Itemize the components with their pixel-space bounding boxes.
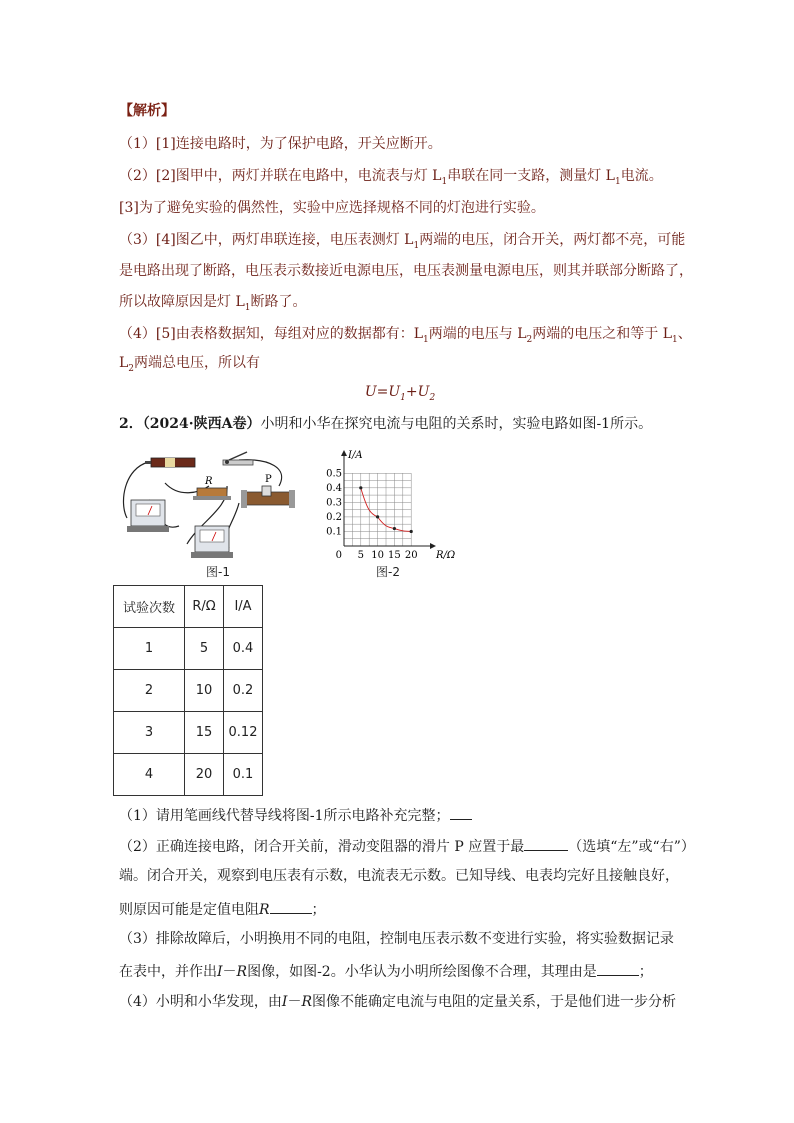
analysis-line-8: $L_2$两端总电压，所以有 <box>119 355 261 374</box>
voltage-formula: $U=U_1+U_2$ <box>364 384 436 403</box>
svg-text:R: R <box>205 476 213 487</box>
table-cell: 3 <box>114 712 185 754</box>
ammeter-icon <box>127 500 169 532</box>
table-cell: 0.2 <box>224 670 263 712</box>
analysis-line-4: （3）[4]图乙中，两灯串联连接，电压表测灯 $L_1$两端的电压，闭合开关，两灯都不亮，可能 <box>119 232 686 251</box>
question-2-part-4: （4）小明和小华发现，由I－R图像不能确定电流与电阻的定量关系，于是他们进一步分析 <box>119 994 676 1010</box>
table-cell: 0.4 <box>224 628 263 670</box>
fixed-resistor <box>193 476 231 500</box>
figure-1-caption: 图-1 <box>206 565 230 579</box>
table-header-cell: I/A <box>224 586 263 628</box>
table-cell: 0.12 <box>224 712 263 754</box>
question-2-part-2-cont: 端。闭合开关，观察到电压表有示数，电流表无示数。已知导线、电表均完好且接触良好， <box>119 868 679 884</box>
circuit-figure <box>119 448 304 563</box>
y-tick-label: 0.2 <box>326 511 342 523</box>
analysis-line-5: 是电路出现了断路，电压表示数接近电源电压，电压表测量电源电压，则其并联部分断路了， <box>119 263 693 279</box>
table-cell: 0.1 <box>224 754 263 796</box>
answer-blank[interactable] <box>524 836 568 851</box>
data-point <box>410 530 413 533</box>
data-point <box>359 486 362 489</box>
data-point <box>376 515 379 518</box>
data-point <box>393 527 396 530</box>
table-row <box>114 754 263 796</box>
question-2-stem: 2．（2024·陕西A卷）小明和小华在探究电流与电阻的关系时，实验电路如图-1所示。 <box>119 416 653 432</box>
question-2-part-1: （1）请用笔画线代替导线将图-1所示电路补充完整； <box>119 805 472 825</box>
table-row <box>114 670 263 712</box>
analysis-line-7: （4）[5]由表格数据知，每组对应的数据都有：$L_1$两端的电压与 $L_2$两端的电压之和等于 $L_1$、 <box>119 326 692 345</box>
analysis-line-6: 所以故障原因是灯 $L_1$断路了。 <box>119 294 307 313</box>
answer-blank[interactable] <box>270 899 312 914</box>
y-tick-label: 0.4 <box>326 482 342 494</box>
switch-icon <box>223 452 253 465</box>
question-2-part-3: （3）排除故障后，小明换用不同的电阻，控制电压表示数不变进行实验，将实验数据记录 <box>119 931 674 947</box>
x-tick-label: 5 <box>357 550 364 561</box>
x-axis-arrow <box>430 543 436 549</box>
table-cell: 2 <box>114 670 185 712</box>
data-table <box>113 585 263 796</box>
i-r-chart <box>318 448 468 563</box>
voltmeter-icon <box>191 526 233 558</box>
section-heading: 【解析】 <box>119 103 175 119</box>
table-row <box>114 628 263 670</box>
figure-2-caption: 图-2 <box>376 565 400 579</box>
y-axis-arrow <box>341 450 347 456</box>
sliding-rheostat <box>241 474 295 508</box>
answer-blank[interactable] <box>597 961 639 976</box>
y-axis-label: I/A <box>348 450 363 461</box>
x-tick-label: 0 <box>335 550 342 561</box>
table-cell: 15 <box>185 712 224 754</box>
answer-blank[interactable] <box>450 805 472 820</box>
x-tick-label: 10 <box>371 550 384 561</box>
x-tick-label: 20 <box>404 550 418 561</box>
table-cell: 20 <box>185 754 224 796</box>
table-cell: 10 <box>185 670 224 712</box>
y-tick-label: 0.1 <box>326 526 342 538</box>
table-header-row <box>114 586 263 628</box>
analysis-line-1: （1）[1]连接电路时，为了保护电路，开关应断开。 <box>119 136 442 152</box>
table-header-cell: 试验次数 <box>114 586 185 628</box>
table-cell: 4 <box>114 754 185 796</box>
question-2-part-2-cause: 则原因可能是定值电阻R ； <box>119 899 326 919</box>
x-tick-label: 15 <box>388 550 401 561</box>
analysis-line-2: （2）[2]图甲中，两灯并联在电路中，电流表与灯 $L_1$串联在同一支路，测量灯 $L_1$电流。 <box>119 168 663 187</box>
table-header-cell: R/Ω <box>185 586 224 628</box>
x-axis-label: R/Ω <box>436 550 456 561</box>
y-tick-label: 0.5 <box>326 468 342 480</box>
svg-text:P: P <box>265 474 272 485</box>
battery-icon <box>145 458 195 467</box>
table-cell: 1 <box>114 628 185 670</box>
table-row <box>114 712 263 754</box>
y-tick-label: 0.3 <box>326 497 342 509</box>
question-2-part-3-cont: 在表中，并作出I－R图像，如图-2。小华认为小明所绘图像不合理，其理由是 ； <box>119 961 653 981</box>
question-2-part-2: （2）正确连接电路，闭合开关前，滑动变阻器的滑片 P 应置于最 （选填“左”或“右”） <box>119 836 695 856</box>
analysis-line-3: [3]为了避免实验的偶然性，实验中应选择规格不同的灯泡进行实验。 <box>119 200 545 216</box>
table-cell: 5 <box>185 628 224 670</box>
